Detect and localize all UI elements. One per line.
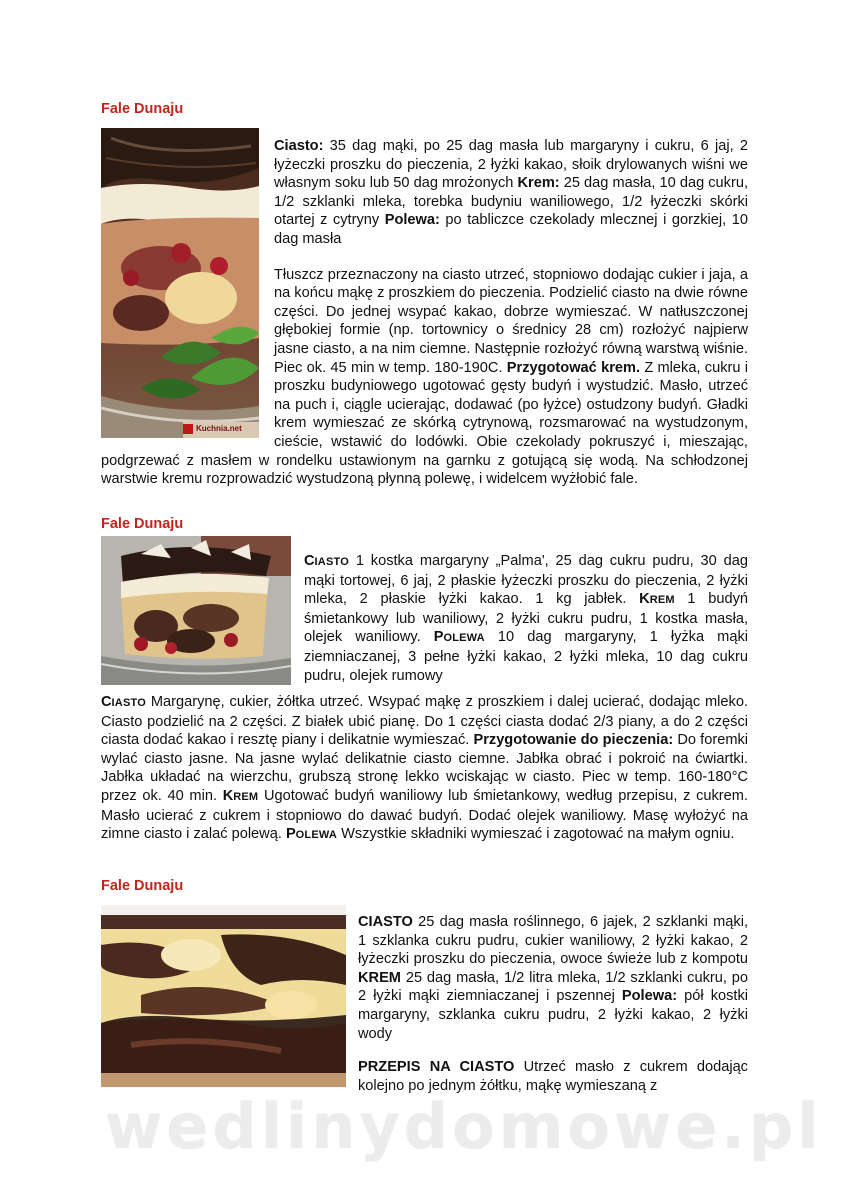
recipe-2-label-krem-initial: K: [639, 591, 650, 608]
recipe-2-label-polewa-rest: OLEWA: [443, 632, 485, 645]
recipe-2-method-label-krem: [223, 788, 259, 804]
recipe-2-label-krem-rest: REM: [649, 594, 675, 607]
recipe-2-label-krem: [639, 591, 675, 607]
recipe-1-label-ciasto: Ciasto:: [274, 138, 324, 154]
recipe-3-title: Fale Dunaju: [101, 878, 184, 894]
recipe-1-photo-badge: Kuchnia.net: [196, 424, 242, 433]
recipe-2-method-part2: Do foremki wylać ciasto jasne. Na jasne wylać delikatnie ciasto ciemne. Jabłka obrać i pokroić na ćwiartki. Jabłka układać na wierzchu, grubszą stronę lekko wciskając w ciasto. Piec w temp. 160-180°C przez ok. 40 min.: [101, 732, 749, 804]
recipe-3-method-label: PRZEPIS NA CIASTO: [358, 1059, 515, 1075]
recipe-1-label-polewa: Polewa:: [384, 212, 440, 229]
recipe-2-label-ciasto: [304, 553, 349, 569]
recipe-1-method-label-krem: Przygotować krem.: [506, 359, 641, 376]
recipe-3-krem-text: 25 dag masła, 1/2 litra mleka, 1/2 szklanki cukru, po 2 łyżki mąki ziemniaczanej i pszennej: [358, 969, 748, 1005]
recipe-2-method-label-piecz: Przygotowanie do pieczenia:: [473, 732, 674, 749]
recipe-3-label-krem: KREM: [358, 969, 401, 986]
recipe-2-label-ciasto-initial: C: [304, 553, 315, 569]
recipe-3-label-ciasto: CIASTO: [358, 914, 413, 930]
recipe-1-ciasto-text: 35 dag mąki, po 25 dag masła lub margaryny i cukru, 6 jaj, 2 łyżeczki proszku do pieczenia, 2 łyżki kakao, słoik drylowanych wiśni we własnym soku lub 50 dag mrożonych: [274, 138, 748, 192]
recipe-2-label-polewa-initial: P: [433, 629, 444, 646]
recipe-2-method-part4: Wszystkie składniki wymieszać i zagotować na małym ogniu.: [337, 826, 735, 843]
recipe-2-ingredients: [304, 552, 748, 685]
recipe-2-method-label-ciasto: [101, 694, 146, 710]
recipe-3-polewa-text: pół kostki margaryny, szklanka cukru pudru, 2 łyżki kakao, 2 łyżki wody: [358, 988, 748, 1042]
recipe-3-ingredients: [358, 913, 748, 1043]
recipe-3-label-polewa: Polewa:: [621, 988, 678, 1005]
recipe-2-method-label-polewa-initial: P: [285, 826, 296, 843]
recipe-2-label-ciasto-rest: IASTO: [314, 556, 349, 568]
recipe-1-method-part1: Tłuszcz przeznaczony na ciasto utrzeć, stopniowo dodając cukier i jaja, a na końcu mąkę z proszkiem do pieczenia. Podzielić ciasto na dwie równe części. Do jednej wsypać kakao, dobrze wymieszać. W natłuszczonej głębokiej formie (np. tortownicy o średnicy 28 cm) rozłożyć najpierw jasne ciasto, a na nim ciemne. Następnie rozłożyć równą warstwą wiśnie. Piec ok. 45 min w temp. 180-190C.: [274, 266, 748, 376]
recipe-2-method-label-ciasto-initial: C: [101, 694, 112, 710]
recipe-2-photo: [101, 536, 291, 685]
recipe-2-method-part1: Margarynę, cukier, żółtka utrzeć. Wsypać mąkę z proszkiem i dalej ucierać, dodając mleko. Ciasto podzielić na 2 części. Z białek ubić pianę. Do 1 części ciasta dodać 2/3 piany, a do 2 części ciasta dodać kakao i resztę piany i delikatnie wymieszać.: [101, 694, 748, 749]
recipe-1-title: Fale Dunaju: [101, 101, 184, 117]
recipe-2-label-polewa: [434, 629, 485, 645]
recipe-2-ciasto-text: 1 kostka margaryny „Palma', 25 dag cukru pudru, 30 dag mąki tortowej, 6 jaj, 2 płaskie łyżeczki proszku do pieczenia, 2 łyżki mleka, 2 płaskie łyżki kakao. 1 kg jabłek.: [304, 553, 748, 608]
recipe-2-method-label-krem-rest: REM: [233, 790, 259, 803]
watermark-text: wedlinydomowe.pl: [105, 1090, 823, 1163]
recipe-2-method-label-polewa: [286, 826, 337, 842]
recipe-1-body: [101, 137, 748, 489]
recipe-1-polewa-text: po tabliczce czekolady mlecznej i gorzkiej, 10 dag masła: [274, 212, 748, 247]
recipe-1-label-krem: Krem:: [517, 175, 560, 192]
recipe-1-krem-text: 25 dag masła, 10 dag cukru, 1/2 szklanki mleka, torebka budyniu waniliowego, 1/2 łyżeczki skórki otartej z cytryny: [274, 175, 748, 229]
recipe-2-method-label-krem-initial: K: [222, 787, 234, 804]
recipe-3-method-text: Utrzeć masło z cukrem dodając kolejno po jednym żółtku, mąkę wymieszaną z: [358, 1059, 748, 1094]
recipe-3-ciasto-text: 25 dag masła roślinnego, 6 jajek, 2 szklanki mąki, 1 szklanka cukru pudru, cukier waniliowy, 2 łyżki kakao, 2 łyżeczki proszku do pieczenia, owoce świeże lub z kompotu: [358, 914, 748, 968]
recipe-2-title: Fale Dunaju: [101, 516, 184, 532]
recipe-2-method-part3: Ugotować budyń waniliowy lub śmietankowy, według przepisu, z cukrem. Masło ucierać z cukrem i stopniowo do dawać budyń. Dodać olejek waniliowy. Masę wyłożyć na zimne ciasto i zalać polewą.: [101, 787, 748, 843]
recipe-2-method-label-polewa-rest: OLEWA: [295, 829, 338, 842]
recipe-2-method: [101, 693, 748, 845]
recipe-2-method-label-ciasto-rest: IASTO: [111, 697, 146, 709]
recipe-1-method-part2: Z mleka, cukru i proszku budyniowego ugotować gęsty budyń i wystudzić. Masło, utrzeć na puch i, ciągle ucierając, dodawać (po łyżce) ostudzony budyń. Gładki krem wymieszać ze skórką cytrynową, rozsmarować na wystudzonym, cieście, wstawić do lodówki. Obie czekolady pokruszyć i, mieszając, podgrzewać z masłem w rondelku ustawionym na garnku z gotującą się wodą. Na schłodzonej warstwie kremu rozprowadzić wystudzoną płynną polewę, i widelcem wyżłobić fale.: [101, 359, 748, 488]
recipe-2-polewa-text: 10 dag margaryny, 1 łyżka mąki ziemniaczanej, 3 pełne łyżki kakao, 2 łyżki mleka, 10 dag cukru pudru, olejek rumowy: [304, 629, 748, 684]
recipe-2-krem-text: 1 budyń śmietankowy lub waniliowy, 2 łyżki cukru pudru, 1 kostka masła, olejek waniliowy.: [304, 591, 748, 646]
recipe-3-photo: [101, 905, 346, 1087]
